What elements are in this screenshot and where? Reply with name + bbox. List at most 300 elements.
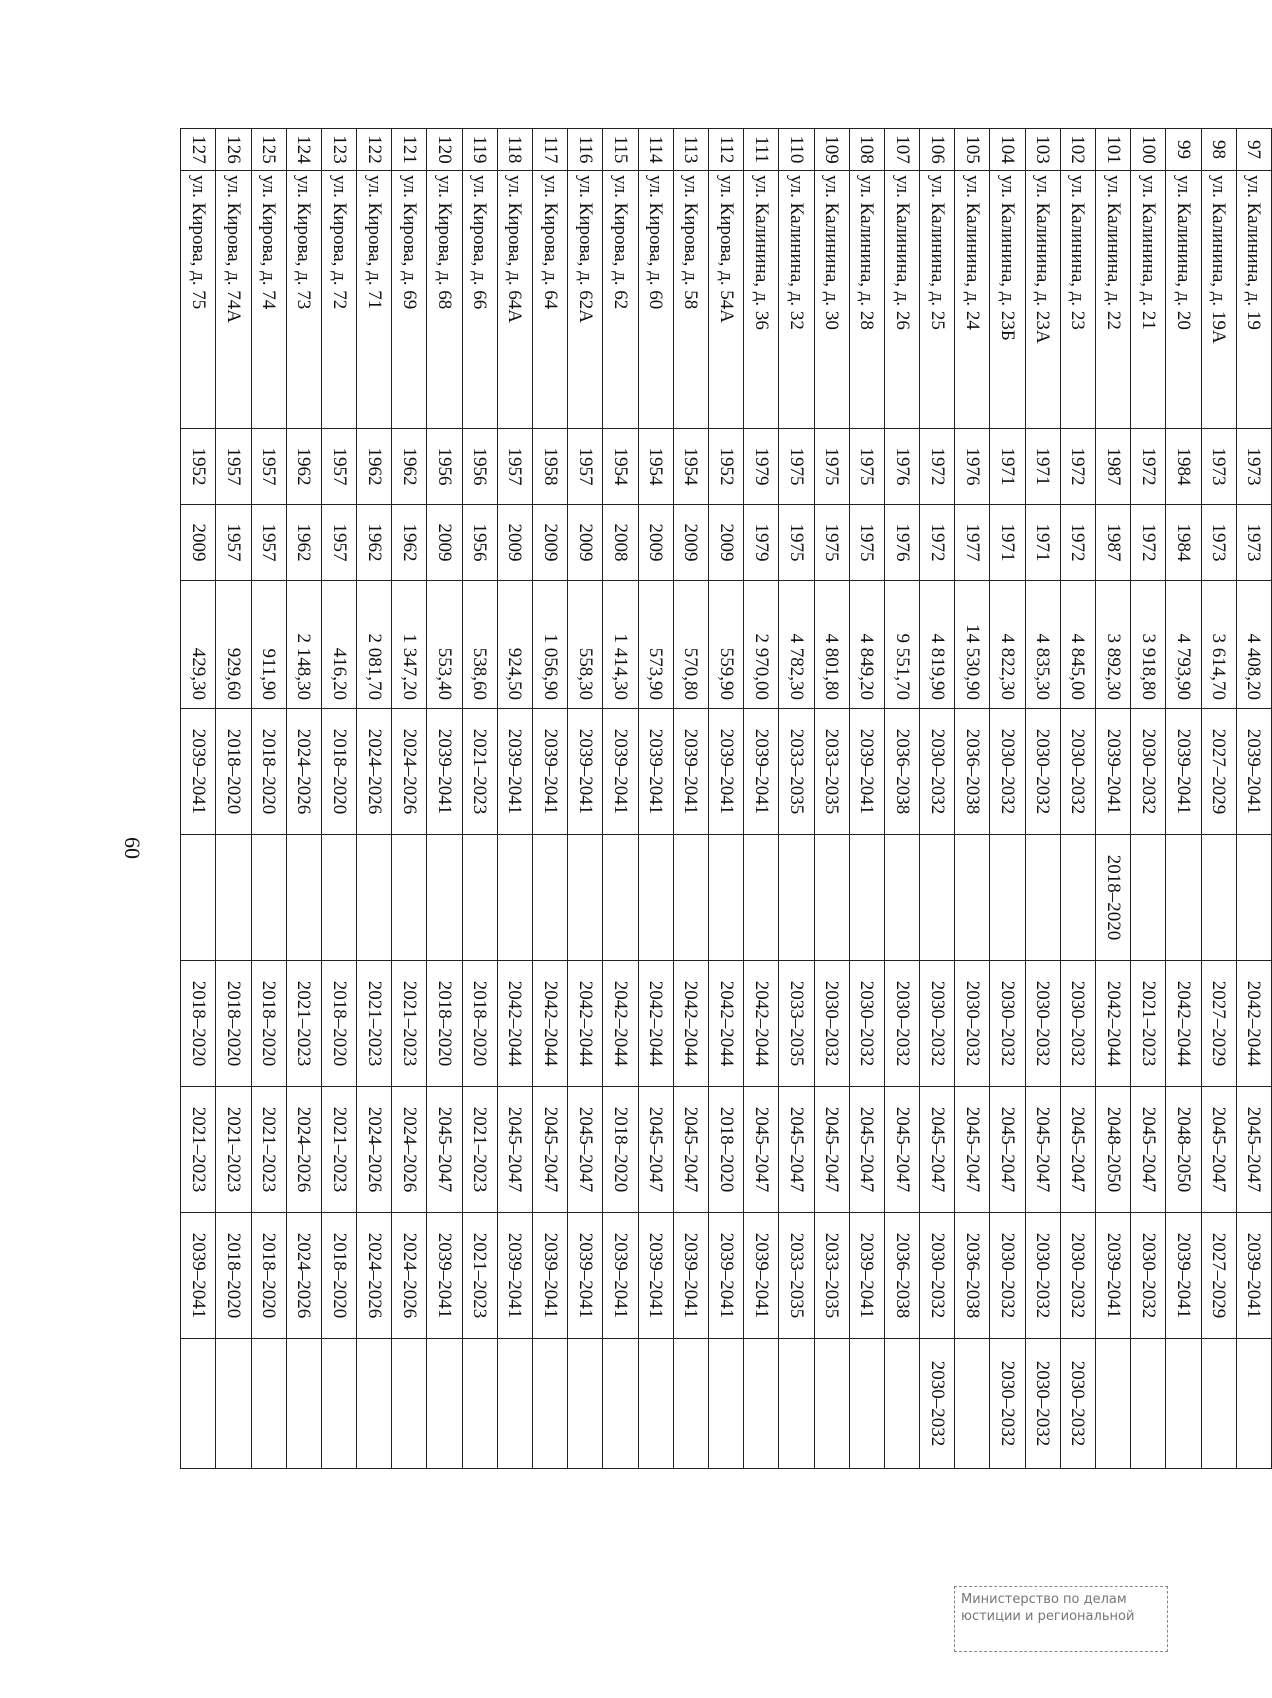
cell-area: 559,90 <box>709 581 744 709</box>
cell-p4: 2045–2047 <box>849 1087 884 1213</box>
cell-year-commissioned: 1962 <box>286 505 321 581</box>
cell-area: 929,60 <box>216 581 251 709</box>
cell-p1: 2024–2026 <box>286 709 321 835</box>
table-row <box>638 129 673 1469</box>
cell-year-built: 1972 <box>1131 429 1166 505</box>
cell-num: 107 <box>884 129 919 171</box>
cell-num: 120 <box>427 129 462 171</box>
cell-num: 114 <box>638 129 673 171</box>
cell-p1: 2039–2041 <box>603 709 638 835</box>
cell-p5: 2039–2041 <box>1236 1213 1271 1339</box>
cell-p6 <box>814 1339 849 1469</box>
cell-address: ул. Калинина, д. 23 <box>1060 171 1095 429</box>
cell-p6 <box>1096 1339 1131 1469</box>
cell-address: ул. Калинина, д. 30 <box>814 171 849 429</box>
cell-num: 113 <box>673 129 708 171</box>
cell-year-built: 1954 <box>638 429 673 505</box>
cell-p1: 2039–2041 <box>1096 709 1131 835</box>
cell-num: 100 <box>1131 129 1166 171</box>
cell-year-commissioned: 2008 <box>603 505 638 581</box>
cell-year-built: 1952 <box>709 429 744 505</box>
cell-year-commissioned: 1977 <box>955 505 990 581</box>
table-row <box>1025 129 1060 1469</box>
cell-p5: 2021–2023 <box>462 1213 497 1339</box>
cell-year-commissioned: 1975 <box>849 505 884 581</box>
cell-p6 <box>709 1339 744 1469</box>
cell-year-built: 1957 <box>251 429 286 505</box>
cell-p4: 2048–2050 <box>1166 1087 1201 1213</box>
cell-address: ул. Калинина, д. 21 <box>1131 171 1166 429</box>
cell-p4: 2021–2023 <box>462 1087 497 1213</box>
cell-p6 <box>321 1339 356 1469</box>
cell-p4: 2021–2023 <box>251 1087 286 1213</box>
stamp-line-2: юстиции и региональной <box>961 1609 1135 1624</box>
cell-area: 14 530,90 <box>955 581 990 709</box>
cell-area: 553,40 <box>427 581 462 709</box>
cell-area: 3 918,80 <box>1131 581 1166 709</box>
cell-p5: 2036–2038 <box>955 1213 990 1339</box>
cell-p4: 2045–2047 <box>990 1087 1025 1213</box>
cell-num: 101 <box>1096 129 1131 171</box>
cell-year-built: 1954 <box>603 429 638 505</box>
cell-p5: 2018–2020 <box>251 1213 286 1339</box>
cell-year-built: 1971 <box>990 429 1025 505</box>
cell-year-built: 1957 <box>216 429 251 505</box>
table-row <box>497 129 532 1469</box>
cell-p5: 2027–2029 <box>1201 1213 1236 1339</box>
cell-address: ул. Калинина, д. 36 <box>744 171 779 429</box>
cell-area: 570,80 <box>673 581 708 709</box>
cell-address: ул. Кирова, д. 62 <box>603 171 638 429</box>
cell-p3: 2042–2044 <box>533 961 568 1087</box>
cell-p3: 2021–2023 <box>392 961 427 1087</box>
cell-address: ул. Кирова, д. 54А <box>709 171 744 429</box>
cell-p5: 2039–2041 <box>1096 1213 1131 1339</box>
cell-p3: 2030–2032 <box>849 961 884 1087</box>
cell-p4: 2045–2047 <box>1236 1087 1271 1213</box>
cell-p3: 2030–2032 <box>1025 961 1060 1087</box>
cell-address: ул. Кирова, д. 69 <box>392 171 427 429</box>
cell-address: ул. Кирова, д. 64А <box>497 171 532 429</box>
table-row <box>709 129 744 1469</box>
cell-address: ул. Калинина, д. 19А <box>1201 171 1236 429</box>
table-row <box>849 129 884 1469</box>
cell-p3: 2042–2044 <box>673 961 708 1087</box>
cell-p6 <box>533 1339 568 1469</box>
cell-p2 <box>392 835 427 961</box>
cell-year-built: 1952 <box>181 429 216 505</box>
cell-p4: 2045–2047 <box>779 1087 814 1213</box>
cell-p5: 2039–2041 <box>709 1213 744 1339</box>
table-row <box>251 129 286 1469</box>
table-row <box>1060 129 1095 1469</box>
cell-p3: 2030–2032 <box>814 961 849 1087</box>
cell-p2 <box>497 835 532 961</box>
cell-p3: 2018–2020 <box>181 961 216 1087</box>
cell-p2 <box>568 835 603 961</box>
table-row <box>955 129 990 1469</box>
cell-p4: 2018–2020 <box>603 1087 638 1213</box>
cell-num: 105 <box>955 129 990 171</box>
cell-address: ул. Кирова, д. 66 <box>462 171 497 429</box>
registration-stamp <box>954 1586 1168 1652</box>
cell-address: ул. Калинина, д. 23Б <box>990 171 1025 429</box>
cell-p5: 2039–2041 <box>181 1213 216 1339</box>
table-row <box>884 129 919 1469</box>
cell-p5: 2018–2020 <box>216 1213 251 1339</box>
cell-p2 <box>286 835 321 961</box>
cell-p6 <box>216 1339 251 1469</box>
cell-p6 <box>1236 1339 1271 1469</box>
cell-p3: 2030–2032 <box>955 961 990 1087</box>
cell-p5: 2039–2041 <box>744 1213 779 1339</box>
cell-year-commissioned: 1957 <box>321 505 356 581</box>
cell-p5: 2030–2032 <box>1060 1213 1095 1339</box>
cell-p2 <box>1131 835 1166 961</box>
cell-year-commissioned: 2009 <box>427 505 462 581</box>
cell-p6 <box>603 1339 638 1469</box>
cell-num: 122 <box>357 129 392 171</box>
cell-p1: 2033–2035 <box>779 709 814 835</box>
cell-p2 <box>1236 835 1271 961</box>
cell-p5: 2018–2020 <box>321 1213 356 1339</box>
cell-year-built: 1975 <box>849 429 884 505</box>
cell-p6 <box>638 1339 673 1469</box>
cell-area: 1 347,20 <box>392 581 427 709</box>
cell-p1: 2039–2041 <box>427 709 462 835</box>
cell-p3: 2030–2032 <box>884 961 919 1087</box>
cell-p5: 2039–2041 <box>603 1213 638 1339</box>
cell-area: 4 801,80 <box>814 581 849 709</box>
cell-year-built: 1979 <box>744 429 779 505</box>
cell-year-built: 1958 <box>533 429 568 505</box>
table-row <box>533 129 568 1469</box>
table-row <box>286 129 321 1469</box>
cell-num: 117 <box>533 129 568 171</box>
cell-address: ул. Калинина, д. 22 <box>1096 171 1131 429</box>
table-row <box>920 129 955 1469</box>
cell-year-commissioned: 1971 <box>1025 505 1060 581</box>
cell-p6 <box>251 1339 286 1469</box>
cell-p1: 2039–2041 <box>568 709 603 835</box>
cell-area: 3 892,30 <box>1096 581 1131 709</box>
cell-address: ул. Кирова, д. 68 <box>427 171 462 429</box>
cell-address: ул. Кирова, д. 58 <box>673 171 708 429</box>
cell-p2 <box>779 835 814 961</box>
cell-p3: 2030–2032 <box>920 961 955 1087</box>
cell-area: 4 822,30 <box>990 581 1025 709</box>
cell-address: ул. Кирова, д. 72 <box>321 171 356 429</box>
cell-num: 102 <box>1060 129 1095 171</box>
cell-p3: 2042–2044 <box>1236 961 1271 1087</box>
cell-p5: 2039–2041 <box>427 1213 462 1339</box>
cell-p1: 2030–2032 <box>1131 709 1166 835</box>
cell-p5: 2039–2041 <box>533 1213 568 1339</box>
cell-area: 911,90 <box>251 581 286 709</box>
cell-p1: 2036–2038 <box>884 709 919 835</box>
table-row <box>392 129 427 1469</box>
cell-address: ул. Кирова, д. 73 <box>286 171 321 429</box>
cell-area: 1 056,90 <box>533 581 568 709</box>
cell-num: 106 <box>920 129 955 171</box>
cell-area: 4 408,20 <box>1236 581 1271 709</box>
table-row <box>1131 129 1166 1469</box>
cell-area: 4 845,00 <box>1060 581 1095 709</box>
cell-p4: 2024–2026 <box>286 1087 321 1213</box>
cell-p2 <box>357 835 392 961</box>
cell-p1: 2018–2020 <box>251 709 286 835</box>
cell-p2 <box>216 835 251 961</box>
cell-p5: 2039–2041 <box>568 1213 603 1339</box>
cell-year-built: 1987 <box>1096 429 1131 505</box>
cell-p6 <box>427 1339 462 1469</box>
cell-p1: 2039–2041 <box>1236 709 1271 835</box>
cell-p5: 2033–2035 <box>779 1213 814 1339</box>
cell-area: 924,50 <box>497 581 532 709</box>
cell-p6 <box>744 1339 779 1469</box>
cell-num: 125 <box>251 129 286 171</box>
cell-p2 <box>181 835 216 961</box>
cell-p5: 2030–2032 <box>990 1213 1025 1339</box>
cell-year-commissioned: 1979 <box>744 505 779 581</box>
cell-year-commissioned: 1971 <box>990 505 1025 581</box>
cell-p6: 2030–2032 <box>920 1339 955 1469</box>
cell-p2 <box>638 835 673 961</box>
cell-p4: 2021–2023 <box>321 1087 356 1213</box>
cell-year-built: 1976 <box>884 429 919 505</box>
cell-year-built: 1962 <box>286 429 321 505</box>
cell-p2 <box>814 835 849 961</box>
cell-p3: 2042–2044 <box>603 961 638 1087</box>
stamp-line-1: Министерство по делам <box>961 1592 1127 1607</box>
cell-year-built: 1972 <box>1060 429 1095 505</box>
cell-p4: 2045–2047 <box>1025 1087 1060 1213</box>
cell-p1: 2027–2029 <box>1201 709 1236 835</box>
cell-p2 <box>462 835 497 961</box>
cell-area: 573,90 <box>638 581 673 709</box>
cell-p6 <box>1201 1339 1236 1469</box>
cell-p5: 2024–2026 <box>357 1213 392 1339</box>
cell-p1: 2039–2041 <box>181 709 216 835</box>
cell-p4: 2045–2047 <box>884 1087 919 1213</box>
cell-p5: 2039–2041 <box>673 1213 708 1339</box>
cell-p1: 2018–2020 <box>321 709 356 835</box>
cell-p3: 2021–2023 <box>286 961 321 1087</box>
cell-area: 9 551,70 <box>884 581 919 709</box>
cell-year-built: 1972 <box>920 429 955 505</box>
table-row <box>990 129 1025 1469</box>
cell-address: ул. Кирова, д. 75 <box>181 171 216 429</box>
cell-year-built: 1984 <box>1166 429 1201 505</box>
cell-num: 116 <box>568 129 603 171</box>
cell-p5: 2024–2026 <box>286 1213 321 1339</box>
cell-p6: 2030–2032 <box>990 1339 1025 1469</box>
cell-p1: 2039–2041 <box>709 709 744 835</box>
cell-p4: 2045–2047 <box>568 1087 603 1213</box>
cell-p3: 2042–2044 <box>497 961 532 1087</box>
cell-p6 <box>1166 1339 1201 1469</box>
cell-p3: 2021–2023 <box>1131 961 1166 1087</box>
cell-num: 109 <box>814 129 849 171</box>
cell-year-commissioned: 2009 <box>533 505 568 581</box>
cell-num: 115 <box>603 129 638 171</box>
cell-year-commissioned: 1975 <box>779 505 814 581</box>
cell-year-commissioned: 2009 <box>709 505 744 581</box>
cell-year-commissioned: 1962 <box>392 505 427 581</box>
cell-p3: 2042–2044 <box>1166 961 1201 1087</box>
cell-area: 2 081,70 <box>357 581 392 709</box>
cell-year-built: 1976 <box>955 429 990 505</box>
cell-p2: 2018–2020 <box>1096 835 1131 961</box>
cell-area: 2 148,30 <box>286 581 321 709</box>
cell-p6 <box>884 1339 919 1469</box>
cell-area: 558,30 <box>568 581 603 709</box>
cell-p5: 2030–2032 <box>920 1213 955 1339</box>
cell-p6 <box>673 1339 708 1469</box>
cell-p4: 2045–2047 <box>955 1087 990 1213</box>
cell-num: 127 <box>181 129 216 171</box>
cell-p3: 2042–2044 <box>568 961 603 1087</box>
cell-p1: 2039–2041 <box>638 709 673 835</box>
cell-area: 429,30 <box>181 581 216 709</box>
table-row <box>814 129 849 1469</box>
cell-year-commissioned: 1973 <box>1236 505 1271 581</box>
cell-p1: 2039–2041 <box>673 709 708 835</box>
cell-p2 <box>1025 835 1060 961</box>
cell-address: ул. Калинина, д. 20 <box>1166 171 1201 429</box>
cell-area: 4 835,30 <box>1025 581 1060 709</box>
cell-year-built: 1975 <box>779 429 814 505</box>
cell-p4: 2045–2047 <box>1201 1087 1236 1213</box>
cell-p1: 2039–2041 <box>533 709 568 835</box>
table-row <box>216 129 251 1469</box>
table-row <box>462 129 497 1469</box>
cell-address: ул. Кирова, д. 71 <box>357 171 392 429</box>
cell-p4: 2021–2023 <box>181 1087 216 1213</box>
cell-p1: 2036–2038 <box>955 709 990 835</box>
table-row <box>1201 129 1236 1469</box>
cell-p2 <box>1201 835 1236 961</box>
cell-p1: 2039–2041 <box>497 709 532 835</box>
cell-p6 <box>462 1339 497 1469</box>
cell-p4: 2045–2047 <box>814 1087 849 1213</box>
cell-p1: 2039–2041 <box>849 709 884 835</box>
cell-p4: 2045–2047 <box>1060 1087 1095 1213</box>
cell-address: ул. Калинина, д. 19 <box>1236 171 1271 429</box>
cell-p3: 2018–2020 <box>321 961 356 1087</box>
cell-p2 <box>1166 835 1201 961</box>
cell-p6 <box>779 1339 814 1469</box>
cell-year-built: 1973 <box>1201 429 1236 505</box>
cell-num: 112 <box>709 129 744 171</box>
cell-num: 124 <box>286 129 321 171</box>
cell-year-commissioned: 1976 <box>884 505 919 581</box>
cell-year-commissioned: 1973 <box>1201 505 1236 581</box>
cell-num: 104 <box>990 129 1025 171</box>
cell-year-built: 1975 <box>814 429 849 505</box>
cell-p1: 2039–2041 <box>1166 709 1201 835</box>
cell-p2 <box>603 835 638 961</box>
cell-num: 119 <box>462 129 497 171</box>
cell-year-commissioned: 1956 <box>462 505 497 581</box>
cell-year-commissioned: 1972 <box>1131 505 1166 581</box>
cell-area: 416,20 <box>321 581 356 709</box>
cell-num: 121 <box>392 129 427 171</box>
cell-year-built: 1957 <box>321 429 356 505</box>
cell-p3: 2030–2032 <box>990 961 1025 1087</box>
cell-p1: 2024–2026 <box>357 709 392 835</box>
cell-area: 4 819,90 <box>920 581 955 709</box>
cell-p6 <box>568 1339 603 1469</box>
cell-p5: 2036–2038 <box>884 1213 919 1339</box>
cell-num: 99 <box>1166 129 1201 171</box>
cell-p5: 2039–2041 <box>849 1213 884 1339</box>
cell-address: ул. Кирова, д. 60 <box>638 171 673 429</box>
cell-p4: 2045–2047 <box>638 1087 673 1213</box>
cell-p5: 2039–2041 <box>497 1213 532 1339</box>
cell-address: ул. Кирова, д. 74 <box>251 171 286 429</box>
cell-year-commissioned: 2009 <box>673 505 708 581</box>
cell-p2 <box>251 835 286 961</box>
table-row <box>321 129 356 1469</box>
table-row <box>1096 129 1131 1469</box>
cell-p5: 2039–2041 <box>638 1213 673 1339</box>
cell-p2 <box>673 835 708 961</box>
cell-p1: 2039–2041 <box>744 709 779 835</box>
cell-area: 4 793,90 <box>1166 581 1201 709</box>
cell-p3: 2042–2044 <box>709 961 744 1087</box>
cell-p4: 2045–2047 <box>533 1087 568 1213</box>
table-row <box>1166 129 1201 1469</box>
cell-year-commissioned: 1987 <box>1096 505 1131 581</box>
cell-year-commissioned: 1975 <box>814 505 849 581</box>
cell-year-built: 1973 <box>1236 429 1271 505</box>
cell-p4: 2045–2047 <box>673 1087 708 1213</box>
cell-p4: 2018–2020 <box>709 1087 744 1213</box>
cell-year-built: 1962 <box>392 429 427 505</box>
cell-year-built: 1957 <box>497 429 532 505</box>
cell-area: 1 414,30 <box>603 581 638 709</box>
cell-p4: 2021–2023 <box>216 1087 251 1213</box>
cell-year-commissioned: 1972 <box>1060 505 1095 581</box>
cell-p2 <box>709 835 744 961</box>
cell-p1: 2030–2032 <box>990 709 1025 835</box>
cell-area: 4 849,20 <box>849 581 884 709</box>
cell-num: 123 <box>321 129 356 171</box>
cell-year-built: 1956 <box>462 429 497 505</box>
cell-num: 98 <box>1201 129 1236 171</box>
cell-year-built: 1956 <box>427 429 462 505</box>
schedule-table-wrapper <box>180 128 1272 1468</box>
table-row <box>568 129 603 1469</box>
cell-p2 <box>744 835 779 961</box>
cell-p3: 2042–2044 <box>744 961 779 1087</box>
cell-address: ул. Калинина, д. 32 <box>779 171 814 429</box>
cell-p3: 2042–2044 <box>1096 961 1131 1087</box>
cell-address: ул. Калинина, д. 24 <box>955 171 990 429</box>
table-row <box>779 129 814 1469</box>
cell-num: 126 <box>216 129 251 171</box>
cell-p3: 2018–2020 <box>216 961 251 1087</box>
cell-p5: 2024–2026 <box>392 1213 427 1339</box>
cell-num: 111 <box>744 129 779 171</box>
table-row <box>673 129 708 1469</box>
cell-p5: 2039–2041 <box>1166 1213 1201 1339</box>
cell-year-commissioned: 2009 <box>638 505 673 581</box>
cell-year-built: 1971 <box>1025 429 1060 505</box>
table-body <box>181 129 1272 1469</box>
table-row <box>427 129 462 1469</box>
